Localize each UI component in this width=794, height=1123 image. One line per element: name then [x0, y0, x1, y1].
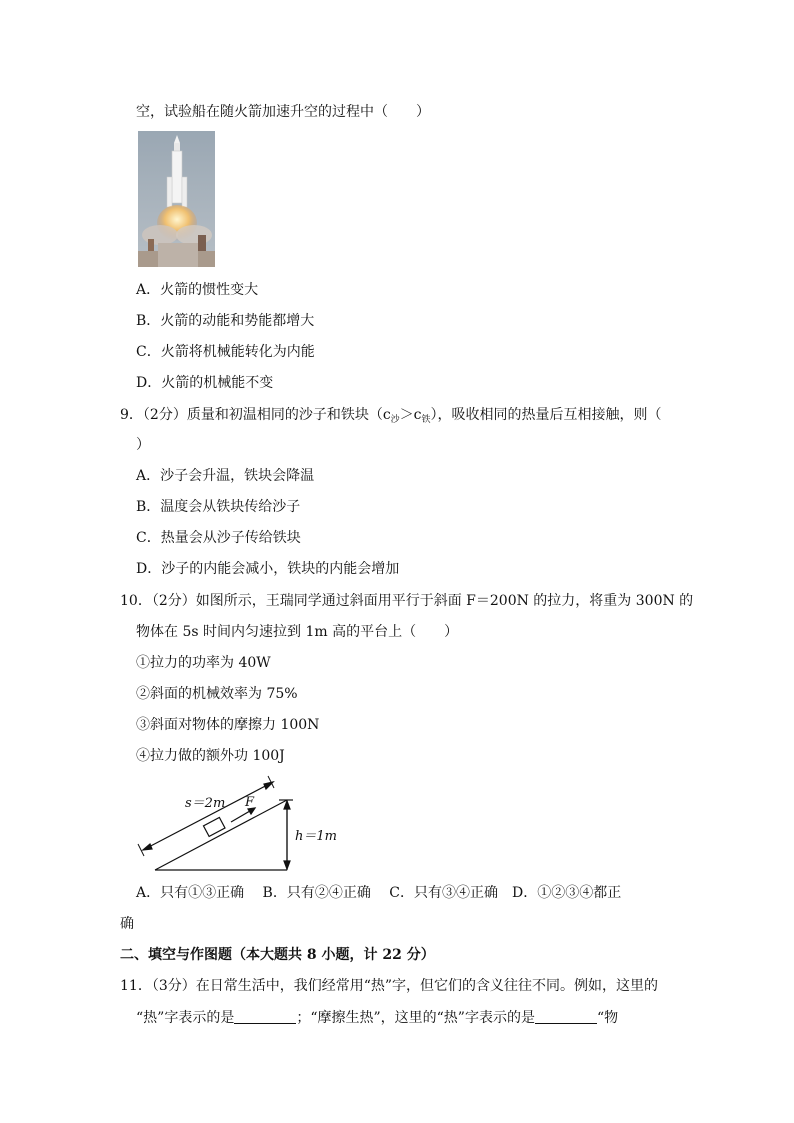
q11-line2-b: ；“摩擦生热”，这里的“热”字表示的是	[296, 1010, 535, 1026]
h-arrow-top	[284, 801, 290, 809]
h-label: h＝1m	[295, 829, 337, 844]
q10-options-line: A．只有①③正确 B．只有②④正确 C．只有③④正确 D．①②③④都正	[136, 885, 622, 901]
q9-option-d: D．沙子的内能会减小，铁块的内能会增加	[136, 561, 400, 577]
q11-blank-1[interactable]	[234, 1009, 296, 1024]
q8-option-c: C．火箭将机械能转化为内能	[136, 344, 315, 360]
rocket-launch-photo	[138, 131, 215, 267]
q9-subscript-iron: 铁	[421, 415, 431, 425]
q9-stem	[120, 405, 662, 430]
q9-stem-part3: ）	[136, 437, 150, 453]
q8-option-d: D．火箭的机械能不变	[136, 375, 274, 391]
block-on-incline	[203, 817, 225, 836]
q10-options-wrap: 确	[120, 916, 134, 932]
s-label: s＝2m	[185, 796, 226, 811]
q9-option-c: C．热量会从沙子传给铁块	[136, 530, 301, 546]
q11-line2-c: “物	[596, 1010, 619, 1026]
q10-statement-4: ④拉力做的额外功 100J	[136, 748, 285, 764]
q10-stem-line2: 物体在 5s 时间内匀速拉到 1m 高的平台上（ ）	[136, 624, 459, 640]
h-arrow-bottom	[284, 861, 290, 869]
f-label: F	[245, 795, 255, 810]
s-dimension-line	[143, 782, 273, 850]
q10-statement-2: ②斜面的机械效率为 75%	[136, 686, 298, 702]
s-arrow-top	[264, 782, 273, 789]
q8-option-b: B．火箭的动能和势能都增大	[136, 313, 315, 329]
incline-diagram	[135, 770, 350, 882]
q10-statement-3: ③斜面对物体的摩擦力 100N	[136, 717, 320, 733]
q10-stem-line1: 10．（2分）如图所示，王瑞同学通过斜面用平行于斜面 F＝200N 的拉力，将重为 300N 的	[120, 593, 694, 609]
q11-line1: 11．（3分）在日常生活中，我们经常用“热”字，但它们的含义往往不同。例如，这里的	[120, 978, 659, 994]
q8-stem-tail: 空，试验船在随火箭加速升空的过程中（ ）	[136, 104, 430, 120]
q11-line2-a: “热”字表示的是	[136, 1010, 235, 1026]
q9-stem-part1: 9．（2分）质量和初温相同的沙子和铁块（c	[120, 407, 391, 423]
s-arrow-bottom	[143, 844, 152, 850]
q8-option-a: A．火箭的惯性变大	[136, 282, 259, 298]
q11-blank-2[interactable]	[535, 1009, 597, 1024]
q9-subscript-sand: 沙	[390, 415, 400, 425]
q9-gt: ＞c	[399, 407, 422, 423]
section-2-title: 二、填空与作图题（本大题共 8 小题，计 22 分）	[120, 947, 435, 963]
q9-stem-part2: ），吸收相同的热量后互相接触，则（	[430, 407, 662, 423]
q10-statement-1: ①拉力的功率为 40W	[136, 655, 271, 671]
q9-option-a: A．沙子会升温，铁块会降温	[136, 468, 315, 484]
q11-line2	[136, 1008, 618, 1028]
q9-option-b: B．温度会从铁块传给沙子	[136, 499, 301, 515]
